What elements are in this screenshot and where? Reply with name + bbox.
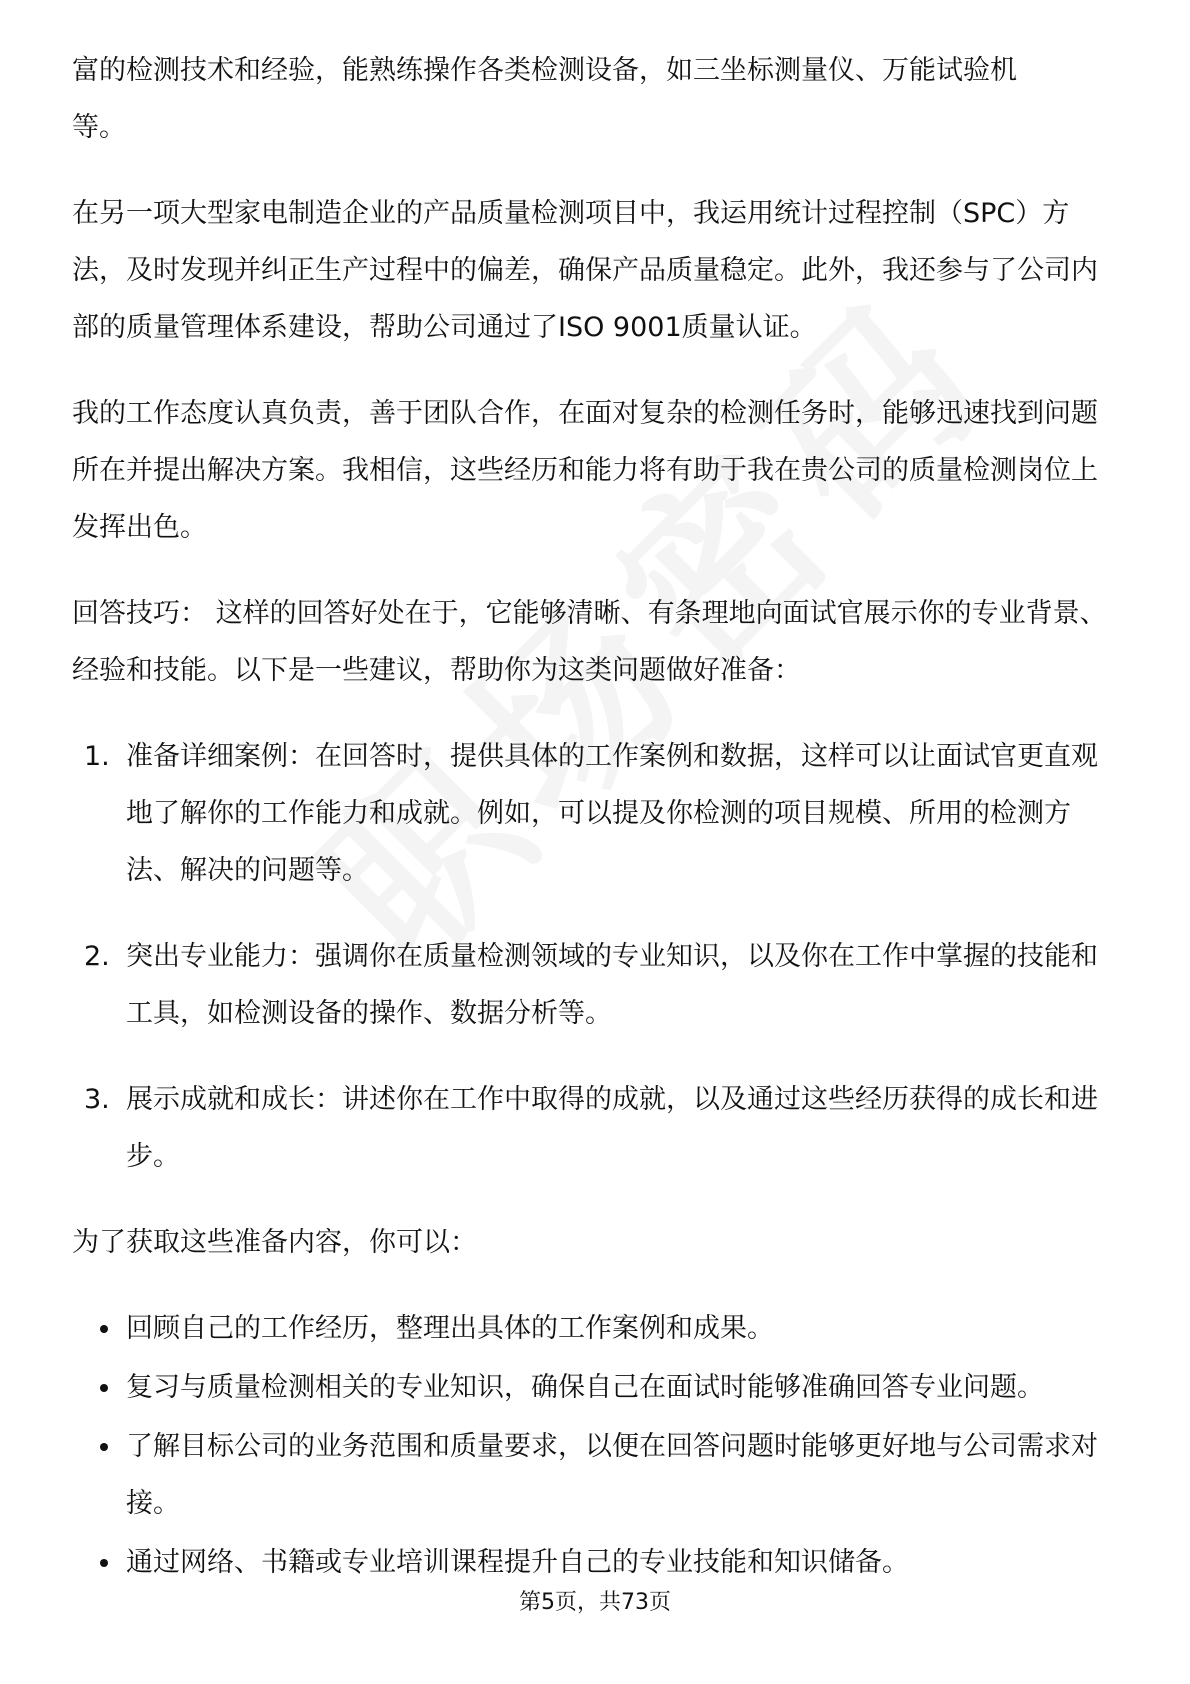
paragraph-spc-project: 在另一项大型家电制造企业的产品质量检测项目中，我运用统计过程控制（SPC）方法，及时发现并纠正生产过程中的偏差，确保产品质量稳定。此外，我还参与了公司内部的质量管理体系建设，帮助公司通过了ISO 9001质量认证。 xyxy=(72,198,1098,343)
numbered-list xyxy=(72,728,1122,1185)
list-item xyxy=(72,1359,1122,1416)
list-number: 2. xyxy=(84,941,110,972)
paragraph-continued xyxy=(72,42,1122,156)
list-item xyxy=(72,1071,1122,1185)
list-item xyxy=(72,1418,1122,1532)
list-item xyxy=(72,1534,1122,1591)
paragraph-line: 富的检测技术和经验，能熟练操作各类检测设备，如三坐标测量仪、万能试验机 xyxy=(72,55,1017,86)
paragraph-line: 等。 xyxy=(72,112,126,143)
bullet-icon xyxy=(100,1443,108,1451)
list-number: 3. xyxy=(84,1084,110,1115)
list-item xyxy=(72,928,1122,1042)
list-item xyxy=(72,728,1122,899)
bullet-icon xyxy=(100,1384,108,1392)
paragraph-work-attitude: 我的工作态度认真负责，善于团队合作，在面对复杂的检测任务时，能够迅速找到问题所在并提出解决方案。我相信，这些经历和能力将有助于我在贵公司的质量检测岗位上发挥出色。 xyxy=(72,398,1098,543)
page-footer: 第5页，共73页 xyxy=(519,1590,671,1615)
bullet-icon xyxy=(100,1559,108,1567)
document-body xyxy=(72,42,1122,1593)
list-item xyxy=(72,1300,1122,1357)
paragraph-answer-tips: 回答技巧： 这样的回答好处在于，它能够清晰、有条理地向面试官展示你的专业背景、经验和技能。以下是一些建议，帮助你为这类问题做好准备： xyxy=(72,598,1107,686)
list-item-text: 通过网络、书籍或专业培训课程提升自己的专业技能和知识储备。 xyxy=(126,1547,909,1578)
list-item-text: 回顾自己的工作经历，整理出具体的工作案例和成果。 xyxy=(126,1313,774,1344)
bullet-icon xyxy=(100,1325,108,1333)
list-item-text: 准备详细案例：在回答时，提供具体的工作案例和数据，这样可以让面试官更直观地了解你的工作能力和成就。例如，可以提及你检测的项目规模、所用的检测方法、解决的问题等。 xyxy=(126,741,1098,886)
list-item-text: 了解目标公司的业务范围和质量要求，以便在回答问题时能够更好地与公司需求对接。 xyxy=(126,1431,1098,1519)
paragraph-bullets-intro: 为了获取这些准备内容，你可以： xyxy=(72,1227,477,1258)
list-item-text: 突出专业能力：强调你在质量检测领域的专业知识，以及你在工作中掌握的技能和工具，如检测设备的操作、数据分析等。 xyxy=(126,941,1098,1029)
list-item-text: 展示成就和成长：讲述你在工作中取得的成就，以及通过这些经历获得的成长和进步。 xyxy=(126,1084,1098,1172)
bullet-list xyxy=(72,1300,1122,1591)
list-item-text: 复习与质量检测相关的专业知识，确保自己在面试时能够准确回答专业问题。 xyxy=(126,1372,1044,1403)
list-number: 1. xyxy=(84,741,110,772)
